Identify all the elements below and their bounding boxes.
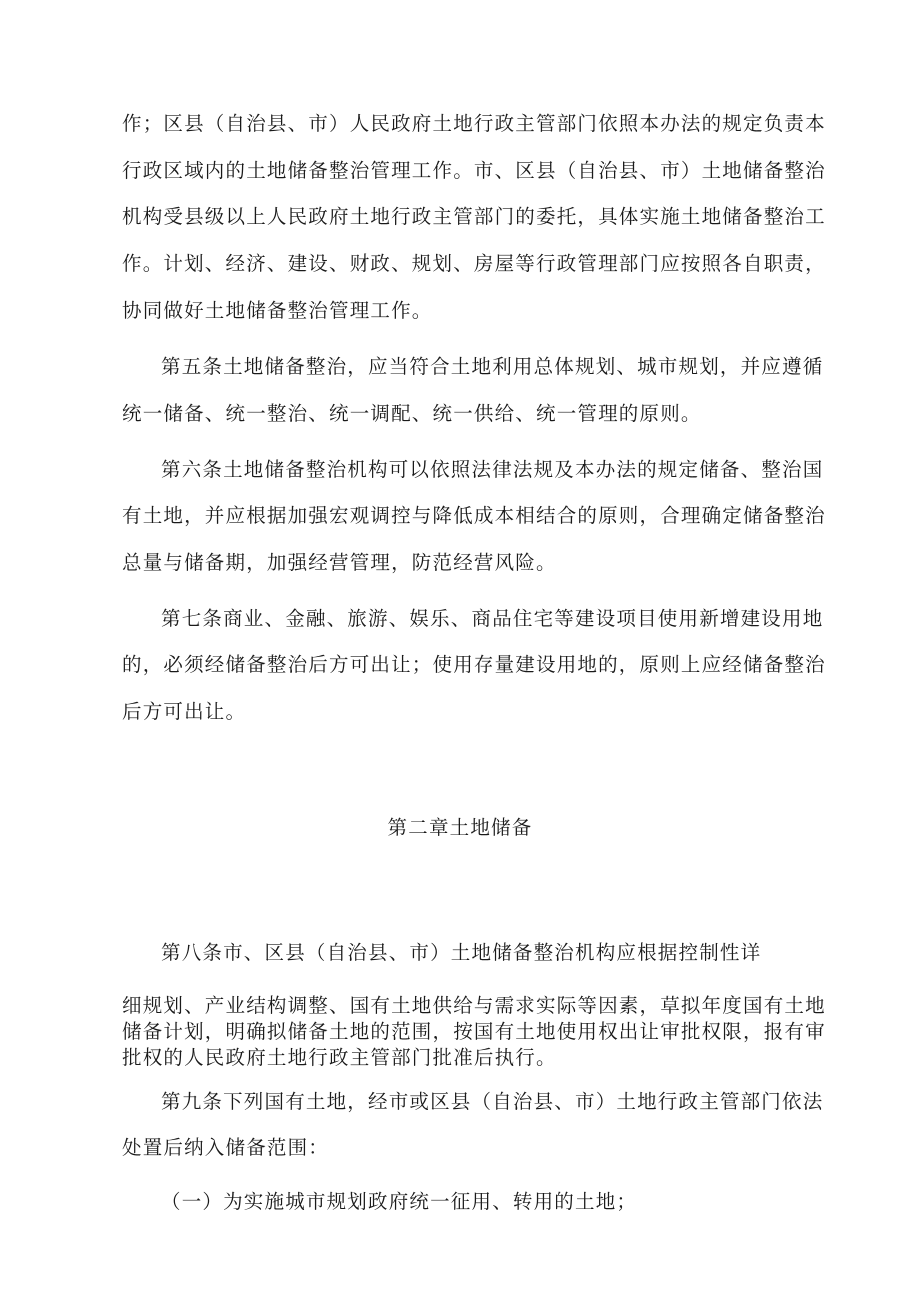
text-line: 第六条土地储备整治机构可以依照法律法规及本办法的规定储备、整治国 <box>161 458 824 481</box>
text-line: 作；区县（自治县、市）人民政府土地行政主管部门依照本办法的规定负责本 <box>122 112 826 135</box>
text-line: 处置后纳入储备范围： <box>122 1136 330 1159</box>
text-line: 作。计划、经济、建设、财政、规划、房屋等行政管理部门应按照各自职责， <box>122 252 826 275</box>
text-line: 协同做好土地储备整治管理工作。 <box>122 299 433 322</box>
text-line: 储备计划，明确拟储备土地的范围，按国有土地使用权出让审批权限，报有审 <box>122 1020 826 1043</box>
text-line: 第八条市、区县（自治县、市）土地储备整治机构应根据控制性详 <box>161 941 762 964</box>
text-line: （一）为实施城市规划政府统一征用、转用的土地； <box>161 1190 638 1213</box>
text-line: 后方可出让。 <box>122 700 247 723</box>
text-line: 机构受县级以上人民政府土地行政主管部门的委托，具体实施土地储备整治工 <box>122 205 826 228</box>
text-line: 的，必须经储备整治后方可出让；使用存量建设用地的，原则上应经储备整治 <box>122 653 826 676</box>
text-line: 有土地，并应根据加强宏观调控与降低成本相结合的原则，合理确定储备整治 <box>122 504 826 527</box>
text-line: 总量与储备期，加强经营管理，防范经营风险。 <box>122 551 557 574</box>
text-line: 细规划、产业结构调整、国有土地供给与需求实际等因素，草拟年度国有土地 <box>122 994 826 1017</box>
text-line: 行政区域内的土地储备整治管理工作。市、区县（自治县、市）土地储备整治 <box>122 159 826 182</box>
text-line: 第七条商业、金融、旅游、娱乐、商品住宅等建设项目使用新增建设用地 <box>161 607 824 630</box>
text-line: 统一储备、统一整治、统一调配、统一供给、统一管理的原则。 <box>122 402 702 425</box>
text-line: 第五条土地储备整治，应当符合土地利用总体规划、城市规划，并应遵循 <box>161 355 824 378</box>
chapter-2-heading: 第二章土地储备 <box>387 816 533 839</box>
text-line: 批权的人民政府土地行政主管部门批准后执行。 <box>122 1046 557 1069</box>
text-line: 第九条下列国有土地，经市或区县（自治县、市）土地行政主管部门依法 <box>161 1090 824 1113</box>
